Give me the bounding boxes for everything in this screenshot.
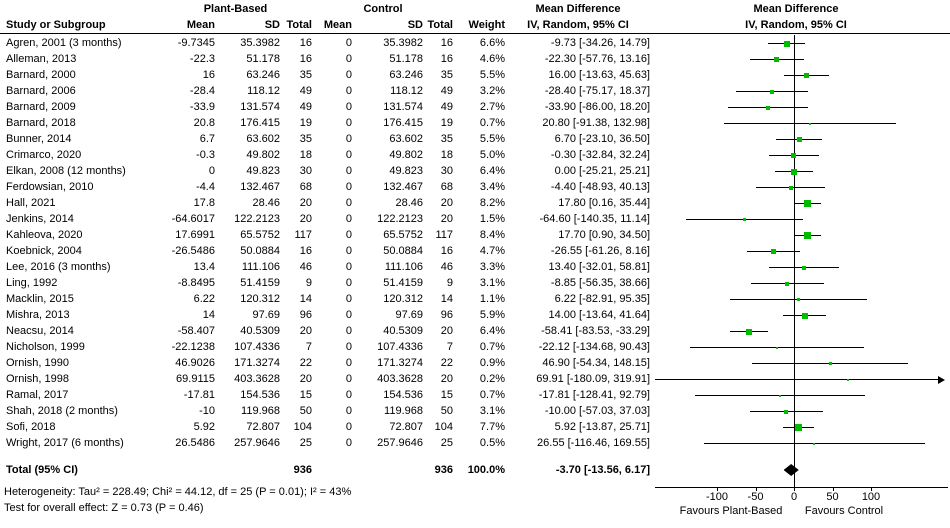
plant-total: 49 bbox=[299, 101, 312, 113]
study-name: Ornish, 1998 bbox=[6, 373, 69, 385]
plant-total: 30 bbox=[299, 165, 312, 177]
control-total: 20 bbox=[440, 197, 453, 209]
study-row bbox=[0, 35, 950, 51]
weight-value: 1.1% bbox=[479, 293, 505, 305]
plant-mean: 13.4 bbox=[193, 261, 215, 273]
point-estimate-marker bbox=[795, 424, 802, 431]
control-sd: 51.4159 bbox=[383, 277, 423, 289]
plant-mean: -9.7345 bbox=[177, 37, 215, 49]
plant-sd: 131.574 bbox=[240, 101, 280, 113]
control-total: 30 bbox=[440, 165, 453, 177]
plant-total: 20 bbox=[299, 373, 312, 385]
plant-sd: 120.312 bbox=[240, 293, 280, 305]
point-estimate-marker bbox=[770, 90, 774, 94]
header-divider bbox=[0, 33, 950, 34]
plant-mean: -28.4 bbox=[189, 85, 215, 97]
study-row bbox=[0, 211, 950, 227]
point-estimate-marker bbox=[813, 443, 815, 445]
plant-mean: 14 bbox=[202, 309, 215, 321]
study-name: Agren, 2001 (3 months) bbox=[6, 37, 122, 49]
control-total: 18 bbox=[440, 149, 453, 161]
control-mean: 0 bbox=[345, 117, 352, 129]
control-total: 9 bbox=[446, 277, 453, 289]
study-name: Barnard, 2009 bbox=[6, 101, 76, 113]
study-name: Hall, 2021 bbox=[6, 197, 56, 209]
study-name: Elkan, 2008 (12 months) bbox=[6, 165, 126, 177]
plant-sd: 51.178 bbox=[246, 53, 280, 65]
weight-value: 7.7% bbox=[479, 421, 505, 433]
point-estimate-marker bbox=[785, 282, 789, 286]
control-mean: 0 bbox=[345, 293, 352, 305]
plant-mean: 6.7 bbox=[199, 133, 215, 145]
plant-mean: 26.5486 bbox=[175, 437, 215, 449]
study-name: Wright, 2017 (6 months) bbox=[6, 437, 124, 449]
ci-text: 13.40 [-32.01, 58.81] bbox=[548, 261, 650, 273]
ci-text: 14.00 [-13.64, 41.64] bbox=[548, 309, 650, 321]
point-estimate-marker bbox=[829, 362, 832, 365]
control-mean: 0 bbox=[345, 229, 352, 241]
plant-total: 16 bbox=[299, 53, 312, 65]
point-estimate-marker bbox=[774, 57, 779, 62]
plant-sd: 403.3628 bbox=[234, 373, 280, 385]
weight-value: 4.6% bbox=[479, 53, 505, 65]
study-name: Lee, 2016 (3 months) bbox=[6, 261, 111, 273]
control-total: 20 bbox=[440, 213, 453, 225]
group-header-plant-based: Plant-Based bbox=[203, 3, 268, 15]
plant-total: 7 bbox=[305, 341, 312, 353]
ci-text: -58.41 [-83.53, -33.29] bbox=[541, 325, 650, 337]
plant-mean: -17.81 bbox=[183, 389, 215, 401]
control-sd: 403.3628 bbox=[377, 373, 423, 385]
plant-total: 117 bbox=[294, 229, 312, 241]
control-mean: 0 bbox=[345, 389, 352, 401]
control-sd: 49.802 bbox=[389, 149, 423, 161]
ci-text: 6.22 [-82.91, 95.35] bbox=[554, 293, 650, 305]
study-name: Barnard, 2018 bbox=[6, 117, 76, 129]
control-mean: 0 bbox=[345, 165, 352, 177]
control-sd: 40.5309 bbox=[383, 325, 423, 337]
axis-tick-label: 100 bbox=[861, 491, 881, 503]
overall-effect-stats: Test for overall effect: Z = 0.73 (P = 0.46) bbox=[4, 502, 204, 514]
weight-value: 6.6% bbox=[479, 37, 505, 49]
plant-mean: 6.22 bbox=[193, 293, 215, 305]
column-header-plant-mean: Mean bbox=[186, 19, 215, 31]
point-estimate-marker bbox=[771, 249, 776, 254]
plant-sd: 154.536 bbox=[240, 389, 280, 401]
plant-total: 9 bbox=[305, 277, 312, 289]
plant-sd: 111.106 bbox=[241, 261, 280, 273]
ci-text: -22.12 [-134.68, 90.43] bbox=[538, 341, 650, 353]
mean-difference-stats-title: Mean Difference bbox=[535, 3, 621, 15]
weight-value: 3.4% bbox=[479, 181, 505, 193]
plant-total: 35 bbox=[299, 69, 312, 81]
point-estimate-marker bbox=[797, 137, 802, 142]
column-header-ci-plot: IV, Random, 95% CI bbox=[745, 19, 847, 31]
study-name: Crimarco, 2020 bbox=[6, 149, 82, 161]
control-total: 19 bbox=[440, 117, 453, 129]
plant-sd: 107.4336 bbox=[234, 341, 280, 353]
axis-tick-label: 0 bbox=[790, 491, 798, 503]
control-total: 7 bbox=[446, 341, 453, 353]
weight-value: 0.7% bbox=[479, 389, 505, 401]
heterogeneity-stats: Heterogeneity: Tau² = 228.49; Chi² = 44.12, df = 25 (P = 0.01); I² = 43% bbox=[4, 486, 352, 498]
control-sd: 97.69 bbox=[395, 309, 423, 321]
ci-text: -33.90 [-86.00, 18.20] bbox=[544, 101, 650, 113]
column-header-ci-stats: IV, Random, 95% CI bbox=[527, 19, 629, 31]
weight-value: 5.0% bbox=[479, 149, 505, 161]
point-estimate-marker bbox=[791, 169, 797, 175]
weight-value: 4.7% bbox=[479, 245, 505, 257]
weight-value: 6.4% bbox=[479, 165, 505, 177]
plant-total: 16 bbox=[299, 37, 312, 49]
plant-mean: 17.8 bbox=[193, 197, 215, 209]
study-name: Barnard, 2006 bbox=[6, 85, 76, 97]
plant-total: 22 bbox=[299, 357, 312, 369]
study-name: Mishra, 2013 bbox=[6, 309, 70, 321]
point-estimate-marker bbox=[776, 347, 778, 349]
control-mean: 0 bbox=[345, 133, 352, 145]
axis-tick-label: -100 bbox=[705, 491, 729, 503]
total-ci: -3.70 [-13.56, 6.17] bbox=[555, 464, 650, 476]
control-total: 46 bbox=[440, 261, 453, 273]
control-total: 35 bbox=[440, 69, 453, 81]
study-name: Ramal, 2017 bbox=[6, 389, 69, 401]
control-sd: 257.9646 bbox=[377, 437, 423, 449]
plant-mean: -64.6017 bbox=[171, 213, 215, 225]
ci-text: 16.00 [-13.63, 45.63] bbox=[548, 69, 650, 81]
total-weight: 100.0% bbox=[467, 464, 505, 476]
control-sd: 107.4336 bbox=[377, 341, 423, 353]
study-row bbox=[0, 243, 950, 259]
ci-text: -8.85 [-56.35, 38.66] bbox=[550, 277, 650, 289]
plant-mean: 20.8 bbox=[193, 117, 215, 129]
plant-sd: 49.802 bbox=[246, 149, 280, 161]
plant-mean: 5.92 bbox=[193, 421, 215, 433]
favours-left-label: Favours Plant-Based bbox=[679, 505, 783, 517]
control-sd: 119.968 bbox=[384, 405, 423, 417]
control-sd: 63.602 bbox=[389, 133, 423, 145]
ci-text: 69.91 [-180.09, 319.91] bbox=[536, 373, 650, 385]
control-total: 16 bbox=[440, 245, 453, 257]
plant-mean: 46.9026 bbox=[175, 357, 215, 369]
ci-text: 0.00 [-25.21, 25.21] bbox=[554, 165, 650, 177]
control-sd: 120.312 bbox=[383, 293, 423, 305]
control-mean: 0 bbox=[345, 437, 352, 449]
point-estimate-marker bbox=[789, 186, 793, 190]
plant-mean: -22.3 bbox=[189, 53, 215, 65]
control-sd: 63.246 bbox=[389, 69, 423, 81]
control-total: 104 bbox=[434, 421, 453, 433]
weight-value: 3.2% bbox=[479, 85, 505, 97]
control-mean: 0 bbox=[345, 197, 352, 209]
point-estimate-marker bbox=[847, 379, 849, 381]
point-estimate-marker bbox=[804, 200, 811, 207]
weight-value: 0.5% bbox=[479, 437, 505, 449]
plant-sd: 119.968 bbox=[241, 405, 280, 417]
plant-sd: 171.3274 bbox=[234, 357, 280, 369]
study-name: Koebnick, 2004 bbox=[6, 245, 82, 257]
total-row bbox=[0, 462, 950, 478]
point-estimate-marker bbox=[784, 410, 788, 414]
control-mean: 0 bbox=[345, 213, 352, 225]
ci-text: -4.40 [-48.93, 40.13] bbox=[550, 181, 650, 193]
control-sd: 35.3982 bbox=[383, 37, 423, 49]
study-name: Ferdowsian, 2010 bbox=[6, 181, 94, 193]
ci-overflow-arrow-icon bbox=[938, 376, 945, 384]
ci-text: 6.70 [-23.10, 36.50] bbox=[554, 133, 650, 145]
plant-total: 104 bbox=[293, 421, 312, 433]
plant-mean: -0.3 bbox=[196, 149, 215, 161]
plant-mean: -58.407 bbox=[177, 325, 215, 337]
control-total: 20 bbox=[440, 373, 453, 385]
control-sd: 171.3274 bbox=[377, 357, 423, 369]
plant-mean: -26.5486 bbox=[171, 245, 215, 257]
control-total: 68 bbox=[440, 181, 453, 193]
ci-text: -17.81 [-128.41, 92.79] bbox=[538, 389, 650, 401]
ci-text: -9.73 [-34.26, 14.79] bbox=[550, 37, 650, 49]
weight-value: 0.2% bbox=[479, 373, 505, 385]
control-mean: 0 bbox=[345, 85, 352, 97]
control-total: 20 bbox=[440, 325, 453, 337]
control-mean: 0 bbox=[345, 53, 352, 65]
control-mean: 0 bbox=[345, 325, 352, 337]
plant-sd: 50.0884 bbox=[240, 245, 280, 257]
x-axis-line bbox=[655, 487, 948, 488]
plant-sd: 176.415 bbox=[240, 117, 280, 129]
plant-total: 19 bbox=[299, 117, 312, 129]
study-name: Kahleova, 2020 bbox=[6, 229, 83, 241]
plant-sd: 63.246 bbox=[246, 69, 280, 81]
plant-total: 18 bbox=[299, 149, 312, 161]
control-total: 16 bbox=[440, 37, 453, 49]
plant-total: 20 bbox=[299, 197, 312, 209]
weight-value: 0.9% bbox=[479, 357, 505, 369]
control-total: 16 bbox=[440, 53, 453, 65]
column-header-study: Study or Subgroup bbox=[6, 19, 106, 31]
weight-value: 5.5% bbox=[479, 69, 505, 81]
ci-text: 46.90 [-54.34, 148.15] bbox=[542, 357, 650, 369]
study-row bbox=[0, 51, 950, 67]
control-mean: 0 bbox=[345, 373, 352, 385]
favours-right-label: Favours Control bbox=[804, 505, 884, 517]
plant-total: 16 bbox=[299, 245, 312, 257]
column-header-control-sd: SD bbox=[407, 19, 423, 31]
ci-text: -0.30 [-32.84, 32.24] bbox=[550, 149, 650, 161]
control-sd: 50.0884 bbox=[383, 245, 423, 257]
total-control-n: 936 bbox=[434, 464, 453, 476]
weight-value: 2.7% bbox=[479, 101, 505, 113]
plant-sd: 28.46 bbox=[252, 197, 280, 209]
plant-total: 96 bbox=[299, 309, 312, 321]
weight-value: 8.4% bbox=[479, 229, 505, 241]
study-name: Neacsu, 2014 bbox=[6, 325, 74, 337]
control-mean: 0 bbox=[345, 101, 352, 113]
study-name: Bunner, 2014 bbox=[6, 133, 72, 145]
ci-text: 17.80 [0.16, 35.44] bbox=[558, 197, 650, 209]
control-sd: 176.415 bbox=[383, 117, 423, 129]
column-header-weight: Weight bbox=[468, 19, 505, 31]
control-mean: 0 bbox=[345, 309, 352, 321]
study-name: Alleman, 2013 bbox=[6, 53, 77, 65]
plant-sd: 40.5309 bbox=[240, 325, 280, 337]
plant-mean: 69.9115 bbox=[176, 373, 215, 385]
plant-mean: -10 bbox=[199, 405, 215, 417]
plant-sd: 65.5752 bbox=[240, 229, 280, 241]
point-estimate-marker bbox=[809, 123, 811, 125]
point-estimate-marker bbox=[802, 266, 806, 270]
control-mean: 0 bbox=[345, 181, 352, 193]
study-name: Sofi, 2018 bbox=[6, 421, 56, 433]
plant-sd: 72.807 bbox=[246, 421, 280, 433]
plant-mean: -22.1238 bbox=[171, 341, 215, 353]
column-header-plant-total: Total bbox=[286, 19, 312, 31]
plant-total: 46 bbox=[299, 261, 312, 273]
plant-total: 50 bbox=[299, 405, 312, 417]
plant-total: 15 bbox=[299, 389, 312, 401]
weight-value: 0.7% bbox=[479, 117, 505, 129]
plant-total: 49 bbox=[299, 85, 312, 97]
column-header-control-total: Total bbox=[427, 19, 453, 31]
plant-total: 68 bbox=[299, 181, 312, 193]
ci-text: -22.30 [-57.76, 13.16] bbox=[544, 53, 650, 65]
control-sd: 72.807 bbox=[389, 421, 423, 433]
control-sd: 132.467 bbox=[383, 181, 423, 193]
weight-value: 5.5% bbox=[479, 133, 505, 145]
study-name: Ornish, 1990 bbox=[6, 357, 69, 369]
plant-sd: 132.467 bbox=[240, 181, 280, 193]
weight-value: 6.4% bbox=[479, 325, 505, 337]
control-sd: 49.823 bbox=[389, 165, 423, 177]
weight-value: 5.9% bbox=[479, 309, 505, 321]
study-name: Barnard, 2000 bbox=[6, 69, 76, 81]
control-total: 49 bbox=[440, 85, 453, 97]
control-sd: 154.536 bbox=[383, 389, 423, 401]
control-mean: 0 bbox=[345, 357, 352, 369]
control-total: 117 bbox=[435, 229, 453, 241]
point-estimate-marker bbox=[779, 395, 781, 397]
weight-value: 3.1% bbox=[479, 405, 505, 417]
study-name: Nicholson, 1999 bbox=[6, 341, 85, 353]
plant-mean: 17.6991 bbox=[175, 229, 215, 241]
zero-line bbox=[794, 35, 795, 487]
study-name: Ling, 1992 bbox=[6, 277, 58, 289]
point-estimate-marker bbox=[791, 153, 796, 158]
plant-sd: 51.4159 bbox=[240, 277, 280, 289]
point-estimate-marker bbox=[746, 329, 752, 335]
control-sd: 65.5752 bbox=[383, 229, 423, 241]
control-total: 22 bbox=[440, 357, 453, 369]
ci-text: 17.70 [0.90, 34.50] bbox=[558, 229, 650, 241]
plant-sd: 257.9646 bbox=[234, 437, 280, 449]
plant-sd: 97.69 bbox=[252, 309, 280, 321]
plant-sd: 35.3982 bbox=[240, 37, 280, 49]
point-estimate-marker bbox=[784, 41, 790, 47]
point-estimate-marker bbox=[766, 106, 770, 110]
plant-sd: 49.823 bbox=[246, 165, 280, 177]
control-mean: 0 bbox=[345, 341, 352, 353]
weight-value: 1.5% bbox=[479, 213, 505, 225]
ci-text: 26.55 [-116.46, 169.55] bbox=[537, 437, 650, 449]
axis-tick-label: -50 bbox=[747, 491, 764, 503]
total-label: Total (95% CI) bbox=[6, 464, 78, 476]
study-name: Shah, 2018 (2 months) bbox=[6, 405, 118, 417]
ci-text: 20.80 [-91.38, 132.98] bbox=[542, 117, 650, 129]
column-header-plant-sd: SD bbox=[264, 19, 280, 31]
control-total: 15 bbox=[440, 389, 453, 401]
control-sd: 28.46 bbox=[395, 197, 423, 209]
control-total: 49 bbox=[440, 101, 453, 113]
control-mean: 0 bbox=[345, 261, 352, 273]
control-mean: 0 bbox=[345, 37, 352, 49]
point-estimate-marker bbox=[797, 298, 800, 301]
plant-total: 20 bbox=[299, 325, 312, 337]
ci-text: -28.40 [-75.17, 18.37] bbox=[544, 85, 650, 97]
plant-mean: -33.9 bbox=[189, 101, 215, 113]
control-total: 35 bbox=[440, 133, 453, 145]
control-total: 25 bbox=[440, 437, 453, 449]
control-mean: 0 bbox=[345, 277, 352, 289]
control-total: 96 bbox=[440, 309, 453, 321]
plant-total: 25 bbox=[299, 437, 312, 449]
control-sd: 111.106 bbox=[384, 261, 423, 273]
control-mean: 0 bbox=[345, 149, 352, 161]
control-sd: 118.12 bbox=[390, 85, 423, 97]
point-estimate-marker bbox=[804, 73, 809, 78]
axis-tick-label: 50 bbox=[826, 491, 839, 503]
plant-total: 20 bbox=[299, 213, 312, 225]
plant-mean: 16 bbox=[202, 69, 215, 81]
control-mean: 0 bbox=[345, 421, 352, 433]
plant-mean: -8.8495 bbox=[177, 277, 215, 289]
plant-sd: 122.2123 bbox=[234, 213, 280, 225]
ci-line bbox=[655, 379, 938, 380]
plant-sd: 63.602 bbox=[246, 133, 280, 145]
weight-value: 0.7% bbox=[479, 341, 505, 353]
group-header-control: Control bbox=[363, 3, 403, 15]
plant-total: 14 bbox=[299, 293, 312, 305]
weight-value: 3.1% bbox=[479, 277, 505, 289]
point-estimate-marker bbox=[802, 313, 808, 319]
point-estimate-marker bbox=[743, 218, 746, 221]
control-total: 14 bbox=[440, 293, 453, 305]
study-row bbox=[0, 323, 950, 339]
point-estimate-marker bbox=[804, 232, 811, 239]
control-sd: 51.178 bbox=[389, 53, 423, 65]
ci-text: -64.60 [-140.35, 11.14] bbox=[539, 213, 650, 225]
ci-text: -10.00 [-57.03, 37.03] bbox=[544, 405, 650, 417]
plant-mean: 0 bbox=[208, 165, 215, 177]
total-plant-n: 936 bbox=[293, 464, 312, 476]
column-header-control-mean: Mean bbox=[323, 19, 352, 31]
ci-text: -26.55 [-61.26, 8.16] bbox=[550, 245, 650, 257]
weight-value: 8.2% bbox=[479, 197, 505, 209]
study-name: Macklin, 2015 bbox=[6, 293, 74, 305]
control-mean: 0 bbox=[345, 69, 352, 81]
ci-text: 5.92 [-13.87, 25.71] bbox=[554, 421, 650, 433]
study-name: Jenkins, 2014 bbox=[6, 213, 74, 225]
control-total: 50 bbox=[440, 405, 453, 417]
control-mean: 0 bbox=[345, 245, 352, 257]
control-sd: 122.2123 bbox=[377, 213, 423, 225]
plant-sd: 118.12 bbox=[247, 85, 280, 97]
control-mean: 0 bbox=[345, 405, 352, 417]
mean-difference-plot-title: Mean Difference bbox=[753, 3, 839, 15]
plant-mean: -4.4 bbox=[196, 181, 215, 193]
plant-total: 35 bbox=[299, 133, 312, 145]
weight-value: 3.3% bbox=[479, 261, 505, 273]
control-sd: 131.574 bbox=[383, 101, 423, 113]
